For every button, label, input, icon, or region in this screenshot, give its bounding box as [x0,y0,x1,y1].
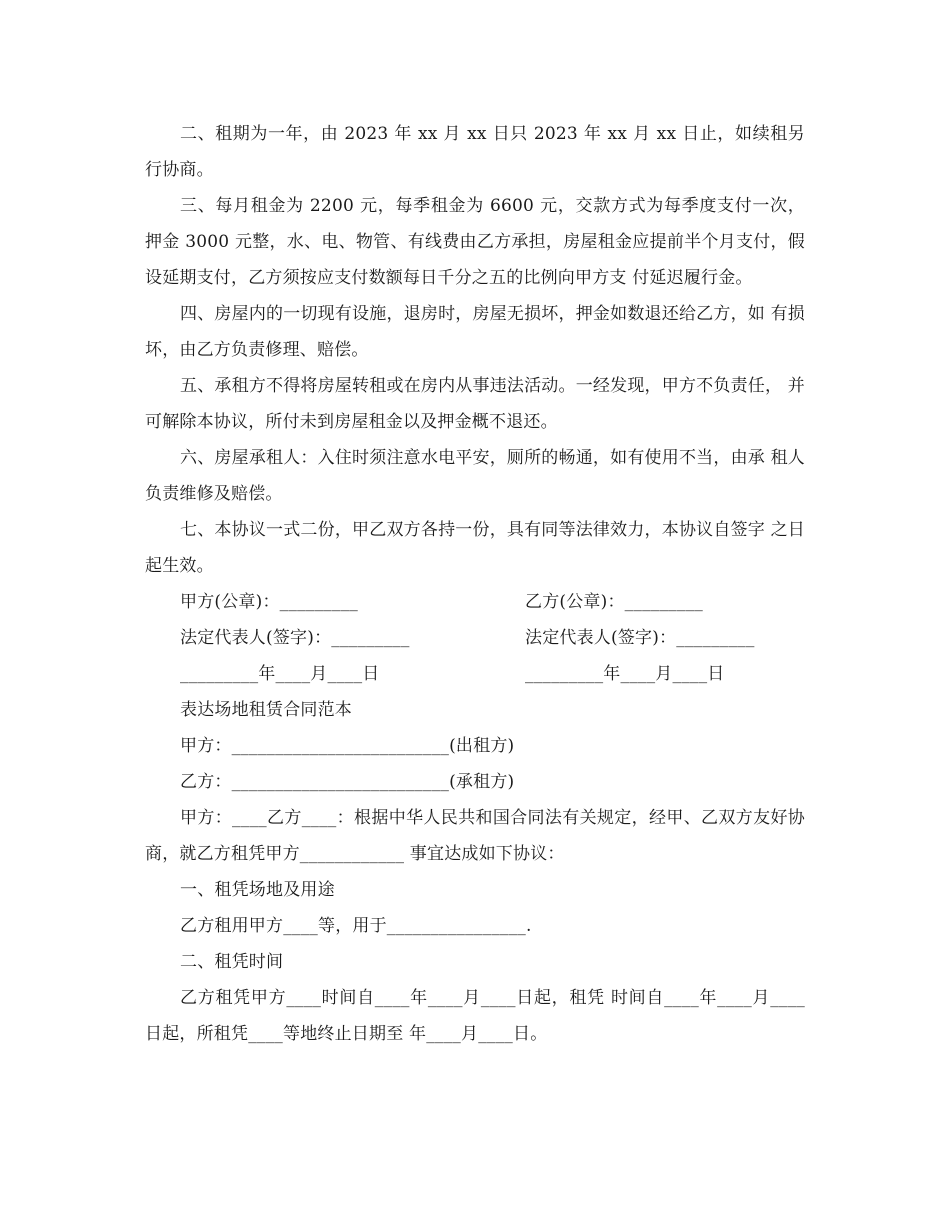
party-a-representative: 法定代表人(签字)：_________ [180,628,410,648]
template-party-b: 乙方：_________________________(承租方) [180,772,515,792]
party-a-date: _________年____月____日 [180,664,380,684]
section-1-title: 一、租凭场地及用途 [180,880,335,900]
signature-seal-row [145,584,805,620]
party-a-seal: 甲方(公章)：_________ [180,592,358,612]
clause-6: 六、房屋承租人：入住时须注意水电平安，厕所的畅通，如有使用不当，由承 租人负责维修及赔偿。 [145,448,805,504]
party-b-date: _________年____月____日 [525,664,725,684]
signature-rep-row [145,620,805,656]
clause-2: 二、租期为一年，由 2023 年 xx 月 xx 日只 2023 年 xx 月 xx 日止，如续租另行协商。 [145,124,805,180]
document-page [145,116,805,1052]
section-1-body: 乙方租用甲方____等，用于________________. [180,916,532,936]
template-title: 表达场地租赁合同范本 [180,700,352,720]
section-2-title: 二、租凭时间 [180,952,284,972]
clause-7: 七、本协议一式二份，甲乙双方各持一份，具有同等法律效力，本协议自签字 之日起生效。 [145,520,805,576]
party-b-seal: 乙方(公章)：_________ [525,592,703,612]
clause-4: 四、房屋内的一切现有设施，退房时，房屋无损坏，押金如数退还给乙方，如 有损坏，由乙方负责修理、赔偿。 [145,304,805,360]
party-b-representative: 法定代表人(签字)：_________ [525,628,755,648]
template-intro: 甲方：____乙方____：根据中华人民共和国合同法有关规定，经甲、乙双方友好协商，就乙方租凭甲方____________ 事宜达成如下协议： [145,808,805,864]
clause-5: 五、承租方不得将房屋转租或在房内从事违法活动。一经发现，甲方不负责任， 并可解除本协议，所付未到房屋租金以及押金概不退还。 [145,376,805,432]
template-party-a: 甲方：_________________________(出租方) [180,736,515,756]
signature-date-row [145,656,805,692]
clause-3: 三、每月租金为 2200 元，每季租金为 6600 元，交款方式为每季度支付一次， 押金 3000 元整，水、电、物管、有线费由乙方承担，房屋租金应提前半个月支付，假设延期支付，乙方须按应支付数额每日千分之五的比例向甲方支 付延迟履行金。 [145,196,805,288]
section-2-body: 乙方租凭甲方____时间自____年____月____日起，租凭 时间自____年____月____日起，所租凭____等地终止日期至 年____月____日。 [145,988,805,1044]
